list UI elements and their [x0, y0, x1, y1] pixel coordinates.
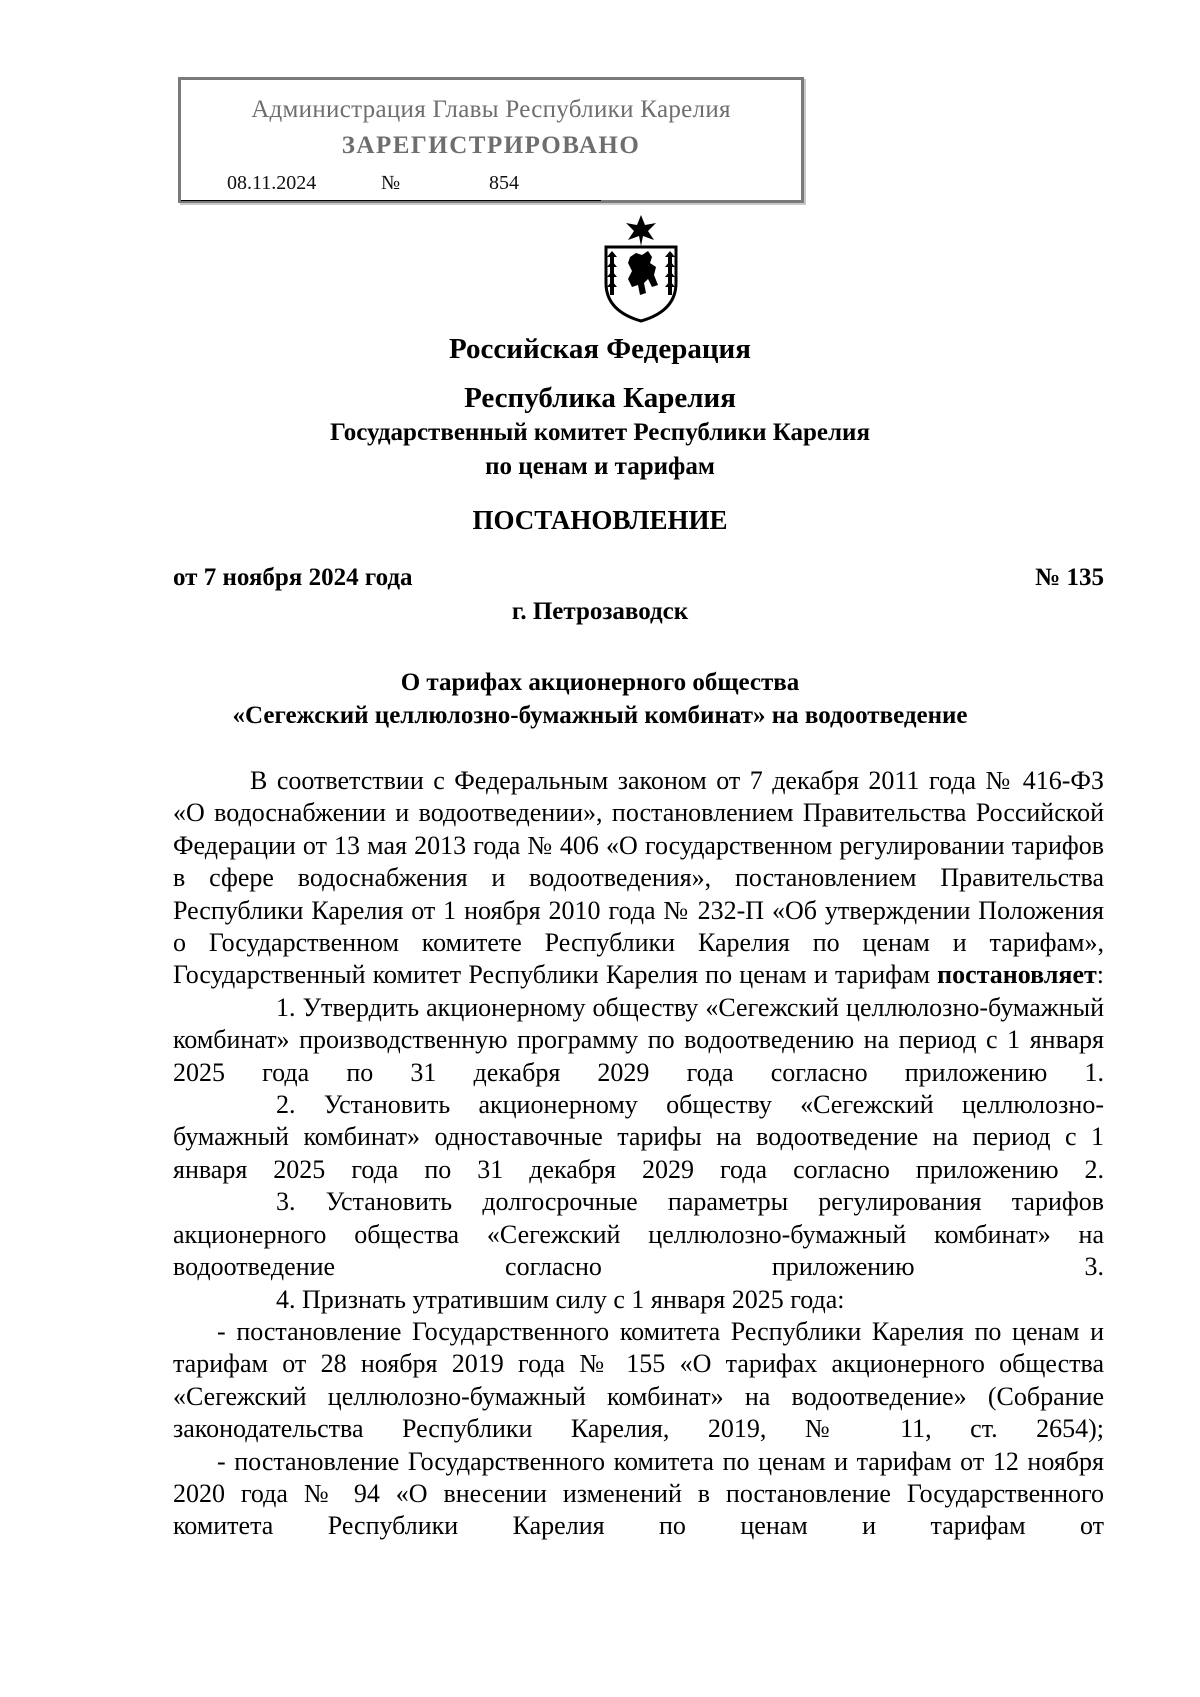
- repealed-act-1: - постановление Государственного комитета Республики Карелия по ценам и тарифам от 28 ноября 2019 года № 155 «О тарифах акционерного общества «Сегежский целлюлозно-бумажный комбинат» на водоотведение» (Собрание законодательства Республики Карелия, 2019, № 11, ст. 2654);: [173, 1316, 1104, 1444]
- preamble-paragraph: [173, 765, 1104, 992]
- karelia-coat-of-arms-icon: [596, 213, 686, 323]
- item-1: 1. Утвердить акционерному обществу «Сегежский целлюлозно-бумажный комбинат» производственную программу по водоотведению на период с 1 января 2025 года по 31 декабря 2029 года согласно приложению 1.: [173, 992, 1104, 1087]
- stamp-number-sign: №: [381, 172, 401, 194]
- committee-title-line1: Государственный комитет Республики Карелия: [330, 419, 870, 446]
- stamp-registered: ЗАРЕГИСТРИРОВАНО: [341, 132, 641, 159]
- document-number: № 135: [1035, 564, 1104, 591]
- decides-colon: :: [1096, 960, 1105, 990]
- repealed-act-2: - постановление Государственного комитета по ценам и тарифам от 12 ноября 2020 года № 94 «О внесении изменений в постановление Государственного комитета Республики Карелия по ценам и тарифам от: [173, 1446, 1104, 1541]
- stamp-authority: Администрация Главы Республики Карелия: [251, 96, 731, 123]
- subject-line2: «Сегежский целлюлозно-бумажный комбинат» на водоотведение: [232, 702, 968, 729]
- decides-word: постановляет: [937, 960, 1097, 990]
- item-2: 2. Установить акционерному обществу «Сегежский целлюлозно-бумажный комбинат» одноставочные тарифы на водоотведение на период с 1 января 2025 года по 31 декабря 2029 года согласно приложению 2.: [173, 1090, 1104, 1184]
- document-date: от 7 ноября 2024 года: [173, 564, 413, 591]
- document-type: ПОСТАНОВЛЕНИЕ: [472, 505, 728, 535]
- registration-stamp: [178, 77, 804, 203]
- preamble-text: В соответствии с Федеральным законом от 7 декабря 2011 года № 416-ФЗ «О водоснабжении и водоотведении», постановлением Правительства Российской Федерации от 13 мая 2013 года № 406 «О государственном регулировании тарифов в сфере водоснабжения и водоотведения», постановлением Правительства Республики Карелия от 1 ноября 2010 года № 232-П «Об утверждении Положения о Государственном комитете Республики Карелия по ценам и тарифам», Государственный комитет Республики Карелия по ценам и тарифам: [173, 766, 1104, 990]
- item-3: 3. Установить долгосрочные параметры регулирования тарифов акционерного общества «Сегежский целлюлозно-бумажный комбинат» на водоотведение согласно приложению 3.: [173, 1187, 1104, 1282]
- document-body: [173, 765, 1104, 1543]
- country-title: Российская Федерация: [449, 333, 751, 365]
- document-city: г. Петрозаводск: [511, 598, 689, 625]
- item-4: 4. Признать утратившим силу с 1 января 2025 года:: [276, 1284, 845, 1314]
- committee-title-line2: по ценам и тарифам: [485, 453, 715, 480]
- subject-line1: О тарифах акционерного общества: [400, 669, 800, 696]
- stamp-number: 854: [489, 172, 519, 194]
- republic-title: Республика Карелия: [464, 382, 736, 414]
- stamp-registration-line: [181, 170, 601, 201]
- stamp-date: 08.11.2024: [227, 172, 317, 194]
